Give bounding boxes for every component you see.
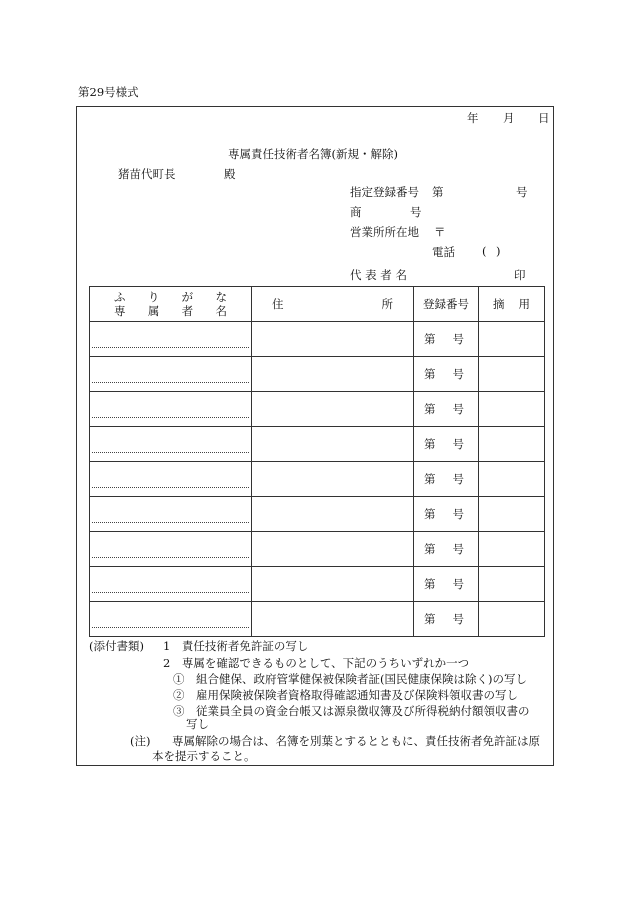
remarks-char: 摘	[493, 297, 505, 311]
address-cell[interactable]	[252, 532, 414, 567]
attachment-sub-2: ② 雇用保険被保険者資格取得確認通知書及び保険料領収書の写し	[173, 688, 518, 702]
address-cell[interactable]	[252, 322, 414, 357]
roster-row	[90, 357, 545, 392]
roster-row	[90, 392, 545, 427]
member-name-cell[interactable]	[90, 567, 252, 602]
attachment-item-1: 1 責任技術者免許証の写し	[163, 639, 309, 653]
phone-paren-close: )	[496, 244, 501, 258]
roster-row	[90, 567, 545, 602]
reg-dai: 第	[424, 612, 436, 626]
reg-go: 号	[452, 542, 464, 556]
attachment-sub-1: ① 組合健保、政府管掌健保被保険者証(国民健康保険は除く)の写し	[173, 672, 527, 686]
member-name-cell[interactable]	[90, 602, 252, 637]
furigana-char: な	[215, 290, 227, 304]
furigana-line	[92, 611, 249, 628]
furigana-line	[92, 471, 249, 488]
reg-go: 号	[452, 402, 464, 416]
roster-row	[90, 602, 545, 637]
reg-number-suffix: 号	[516, 185, 528, 199]
reg-number-cell[interactable]	[414, 462, 479, 497]
furigana-line	[92, 366, 249, 383]
remarks-cell[interactable]	[479, 602, 545, 637]
furigana-line	[92, 401, 249, 418]
reg-go: 号	[452, 332, 464, 346]
remarks-cell[interactable]	[479, 427, 545, 462]
address-char: 住	[272, 297, 284, 311]
address-cell[interactable]	[252, 462, 414, 497]
remarks-cell[interactable]	[479, 497, 545, 532]
roster-row	[90, 322, 545, 357]
roster-row	[90, 462, 545, 497]
reg-number-cell[interactable]	[414, 567, 479, 602]
reg-go: 号	[452, 612, 464, 626]
remarks-char: 用	[518, 297, 530, 311]
attachment-sub-3-cont: 写し	[186, 717, 209, 731]
representative-label: 代 表 者 名	[350, 268, 407, 282]
reg-go: 号	[452, 577, 464, 591]
reg-number-cell[interactable]	[414, 602, 479, 637]
date-day: 日	[538, 111, 550, 125]
furigana-line	[92, 506, 249, 523]
reg-dai: 第	[424, 402, 436, 416]
reg-dai: 第	[424, 367, 436, 381]
note-line-2: 本を提示すること。	[152, 749, 256, 763]
reg-number-header: 登録番号	[414, 287, 479, 322]
note-line-1: 専属解除の場合は、名簿を別葉とするとともに、責任技術者免許証は原	[172, 734, 540, 748]
attachment-sub-3: ③ 従業員全員の資金台帳又は源泉徴収簿及び所得税納付額領収書の	[173, 704, 530, 718]
remarks-cell[interactable]	[479, 392, 545, 427]
address-cell[interactable]	[252, 567, 414, 602]
member-name-cell[interactable]	[90, 322, 252, 357]
reg-dai: 第	[424, 437, 436, 451]
remarks-cell[interactable]	[479, 532, 545, 567]
remarks-cell[interactable]	[479, 357, 545, 392]
address-char: 所	[381, 297, 393, 311]
reg-number-cell[interactable]	[414, 497, 479, 532]
office-address-label: 営業所所在地	[350, 225, 419, 239]
reg-go: 号	[452, 472, 464, 486]
reg-go: 号	[452, 437, 464, 451]
address-header	[252, 287, 414, 322]
roster-row	[90, 497, 545, 532]
furigana-line	[92, 541, 249, 558]
furigana-char: り	[147, 290, 160, 304]
member-name-cell[interactable]	[90, 392, 252, 427]
furigana-line	[92, 331, 249, 348]
furigana-char: ふ	[114, 290, 126, 304]
member-name-cell[interactable]	[90, 427, 252, 462]
reg-dai: 第	[424, 472, 436, 486]
remarks-header	[479, 287, 545, 322]
member-name-header	[90, 304, 251, 318]
name-char: 専	[114, 304, 126, 318]
addressee-name: 猪苗代町長	[118, 167, 176, 181]
date-year: 年	[467, 111, 479, 125]
reg-number-cell[interactable]	[414, 357, 479, 392]
reg-dai: 第	[424, 542, 436, 556]
addressee-honorific: 殿	[224, 167, 236, 181]
date-month: 月	[503, 111, 515, 125]
reg-number-prefix: 第	[432, 185, 444, 199]
name-char: 属	[147, 304, 160, 318]
trade-name-label-1: 商	[350, 205, 362, 219]
member-name-cell[interactable]	[90, 532, 252, 567]
address-cell[interactable]	[252, 602, 414, 637]
roster-row	[90, 532, 545, 567]
address-cell[interactable]	[252, 427, 414, 462]
reg-number-label: 指定登録番号	[350, 185, 419, 199]
attachment-item-2: 2 専属を確認できるものとして、下記のうちいずれか一つ	[163, 656, 470, 670]
seal-mark: 印	[514, 268, 526, 282]
name-header	[90, 287, 252, 322]
reg-go: 号	[452, 507, 464, 521]
reg-number-cell[interactable]	[414, 392, 479, 427]
reg-dai: 第	[424, 507, 436, 521]
form-title: 専属責任技術者名簿(新規・解除)	[228, 147, 398, 161]
name-char: 名	[215, 304, 227, 318]
phone-paren-open: (	[482, 244, 487, 258]
reg-dai: 第	[424, 577, 436, 591]
reg-dai: 第	[424, 332, 436, 346]
address-cell[interactable]	[252, 357, 414, 392]
furigana-line	[92, 576, 249, 593]
roster-table	[89, 286, 545, 637]
phone-label: 電話	[432, 245, 455, 259]
note-label: (注)	[130, 734, 151, 748]
trade-name-label-2: 号	[410, 205, 422, 219]
address-cell[interactable]	[252, 497, 414, 532]
reg-go: 号	[452, 367, 464, 381]
name-char: 者	[181, 304, 194, 318]
roster-header-row	[90, 287, 545, 322]
roster-row	[90, 427, 545, 462]
reg-number-cell[interactable]	[414, 427, 479, 462]
remarks-cell[interactable]	[479, 567, 545, 602]
member-name-cell[interactable]	[90, 357, 252, 392]
member-name-cell[interactable]	[90, 497, 252, 532]
address-cell[interactable]	[252, 392, 414, 427]
remarks-cell[interactable]	[479, 462, 545, 497]
furigana-char: が	[181, 290, 194, 304]
furigana-header	[90, 290, 251, 304]
reg-number-cell[interactable]	[414, 532, 479, 567]
member-name-cell[interactable]	[90, 462, 252, 497]
furigana-line	[92, 436, 249, 453]
form-number: 第29号様式	[78, 85, 139, 99]
attachments-label: (添付書類)	[89, 639, 144, 653]
reg-number-cell[interactable]	[414, 322, 479, 357]
postal-mark: 〒	[434, 225, 446, 239]
remarks-cell[interactable]	[479, 322, 545, 357]
